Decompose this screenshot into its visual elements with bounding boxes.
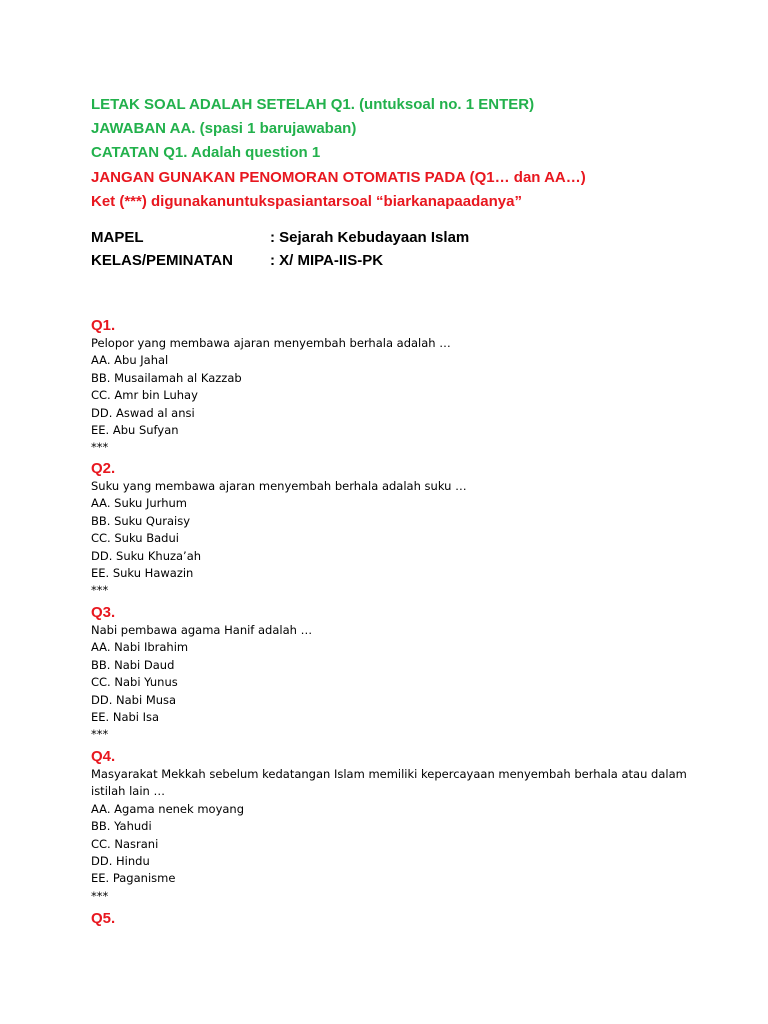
question-text: Suku yang membawa ajaran menyembah berhala adalah suku … bbox=[91, 479, 467, 493]
instruction-line: LETAK SOAL ADALAH SETELAH Q1. (untuksoal no. 1 ENTER) bbox=[91, 96, 535, 113]
answer-option: DD. Suku Khuza’ah bbox=[91, 548, 202, 563]
answer-option: CC. Nasrani bbox=[91, 836, 159, 851]
subject-info bbox=[91, 226, 691, 272]
answer-option: EE. Nabi Isa bbox=[91, 710, 160, 725]
answer-option: EE. Suku Hawazin bbox=[91, 566, 194, 581]
mapel-value: : Sejarah Kebudayaan Islam bbox=[270, 229, 470, 246]
answer-option: BB. Musailamah al Kazzab bbox=[91, 370, 242, 385]
question-4 bbox=[91, 747, 691, 905]
question-number: Q5. bbox=[91, 910, 116, 927]
kelas-label: KELAS/PEMINATAN bbox=[91, 252, 233, 269]
answer-option: DD. Hindu bbox=[91, 854, 150, 869]
answer-option: BB. Yahudi bbox=[91, 819, 152, 834]
question-2 bbox=[91, 459, 691, 600]
question-number: Q2. bbox=[91, 460, 116, 477]
question-text: Pelopor yang membawa ajaran menyembah berhala adalah … bbox=[91, 336, 451, 350]
answer-option: AA. Agama nenek moyang bbox=[91, 801, 245, 816]
instruction-line: JAWABAN AA. (spasi 1 barujawaban) bbox=[91, 120, 357, 138]
question-number: Q1. bbox=[91, 317, 116, 334]
instruction-line-warning: JANGAN GUNAKAN PENOMORAN OTOMATIS PADA (Q1… dan AA…) bbox=[91, 168, 586, 186]
question-number: Q3. bbox=[91, 604, 116, 621]
instruction-line-warning: Ket (***) digunakanuntukspasiantarsoal “biarkanapaadanya” bbox=[91, 192, 522, 210]
question-text: Nabi pembawa agama Hanif adalah … bbox=[91, 623, 313, 637]
answer-option: AA. Nabi Ibrahim bbox=[91, 640, 189, 655]
question-separator: *** bbox=[91, 727, 109, 742]
answer-option: DD. Nabi Musa bbox=[91, 692, 177, 707]
question-text: Masyarakat Mekkah sebelum kedatangan Islam memiliki kepercayaan menyembah berhala atau dalam bbox=[91, 767, 687, 781]
mapel-row bbox=[91, 226, 691, 249]
answer-option: EE. Paganisme bbox=[91, 871, 176, 886]
answer-option: AA. Suku Jurhum bbox=[91, 496, 187, 511]
answer-option: BB. Suku Quraisy bbox=[91, 513, 191, 528]
question-3 bbox=[91, 603, 691, 744]
answer-option: CC. Nabi Yunus bbox=[91, 675, 178, 690]
instructions-block bbox=[91, 93, 731, 214]
answer-option: CC. Amr bin Luhay bbox=[91, 388, 198, 403]
question-separator: *** bbox=[91, 440, 109, 455]
answer-option: AA. Abu Jahal bbox=[91, 353, 169, 368]
answer-option: EE. Abu Sufyan bbox=[91, 423, 179, 438]
answer-option: BB. Nabi Daud bbox=[91, 657, 175, 672]
question-separator: *** bbox=[91, 583, 109, 598]
instruction-line: CATATAN Q1. Adalah question 1 bbox=[91, 144, 321, 162]
answer-option: CC. Suku Badui bbox=[91, 531, 179, 546]
answer-option: DD. Aswad al ansi bbox=[91, 405, 195, 420]
question-1 bbox=[91, 316, 691, 457]
question-5 bbox=[91, 909, 691, 928]
kelas-row bbox=[91, 249, 691, 272]
kelas-value: : X/ MIPA-IIS-PK bbox=[270, 252, 384, 269]
question-text-continued: istilah lain … bbox=[91, 784, 165, 799]
question-number: Q4. bbox=[91, 748, 116, 765]
mapel-label: MAPEL bbox=[91, 229, 144, 246]
question-separator: *** bbox=[91, 888, 109, 903]
